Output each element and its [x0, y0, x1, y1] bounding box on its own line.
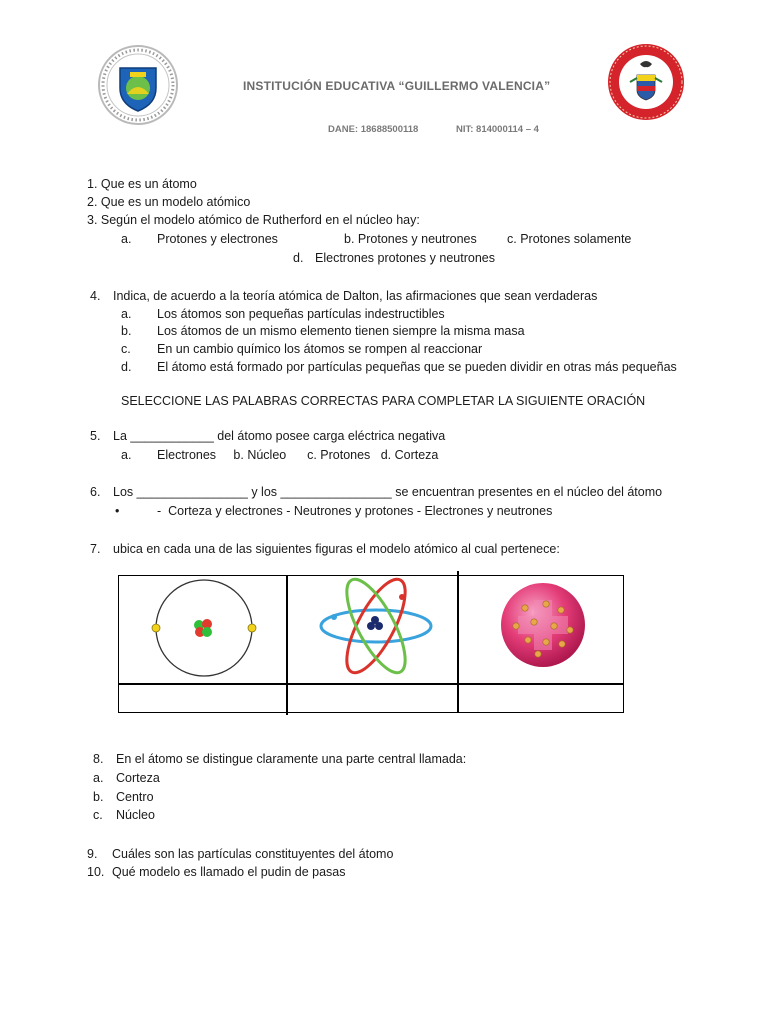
question-4-number: 4. [90, 289, 101, 303]
question-3: 3. Según el modelo atómico de Rutherford en el núcleo hay: [87, 213, 420, 227]
q8-option-marker: b. [93, 790, 104, 804]
question-7: ubica en cada una de las siguientes figuras el modelo atómico al cual pertenece: [113, 542, 560, 556]
question-10-number: 10. [87, 865, 105, 879]
q4-option-marker: c. [121, 342, 131, 356]
instruction-heading: SELECCIONE LAS PALABRAS CORRECTAS PARA COMPLETAR LA SIGUIENTE ORACIÓN [121, 394, 646, 408]
q4-option-text: Los átomos de un mismo elemento tienen siempre la misma masa [157, 324, 525, 338]
rutherford-atom-figure [316, 576, 436, 682]
question-7-number: 7. [90, 542, 101, 556]
q3-option-d: Electrones protones y neutrones [315, 251, 495, 265]
question-10: Qué modelo es llamado el pudin de pasas [112, 865, 346, 879]
table-row-divider [118, 683, 624, 685]
q8-option-text: Centro [116, 790, 154, 804]
question-9: Cuáles son las partículas constituyentes del átomo [112, 847, 394, 861]
q6-options: - Corteza y electrones - Neutrones y protones - Electrones y neutrones [157, 504, 553, 518]
q8-option-text: Corteza [116, 771, 160, 785]
question-8: En el átomo se distingue claramente una parte central llamada: [116, 752, 467, 766]
question-5-number: 5. [90, 429, 101, 443]
q3-option-a-marker: a. [121, 232, 132, 246]
q3-option-a: Protones y electrones [157, 232, 278, 246]
question-1: 1. Que es un átomo [87, 177, 197, 191]
q4-option-text: Los átomos son pequeñas partículas indestructibles [157, 307, 445, 321]
bohr-atom-figure [148, 577, 260, 681]
q8-option-text: Núcleo [116, 808, 155, 822]
q4-option-text: El átomo está formado por partículas pequeñas que se pueden dividir en otras más pequeñas [157, 360, 677, 374]
q6-bullet: • [115, 504, 120, 518]
nit-code: NIT: 814000114 – 4 [456, 124, 539, 135]
school-emblem-icon [97, 44, 179, 126]
colombia-seal-icon [606, 42, 686, 122]
q4-option-marker: d. [121, 360, 132, 374]
question-6: Los ________________ y los ________________ se encuentran presentes en el núcleo del átomo [113, 485, 663, 499]
question-4: Indica, de acuerdo a la teoría atómica de Dalton, las afirmaciones que sean verdaderas [113, 289, 598, 303]
thomson-atom-figure [498, 580, 588, 670]
question-5: La ____________ del átomo posee carga eléctrica negativa [113, 429, 446, 443]
table-column-divider [286, 575, 288, 715]
question-8-number: 8. [93, 752, 104, 766]
q4-option-marker: b. [121, 324, 132, 338]
q8-option-marker: a. [93, 771, 104, 785]
question-9-number: 9. [87, 847, 98, 861]
q4-option-text: En un cambio químico los átomos se rompen al reaccionar [157, 342, 483, 356]
q3-option-d-marker: d. [293, 251, 304, 265]
q3-option-b: b. Protones y neutrones [344, 232, 477, 246]
q5-option-a-marker: a. [121, 448, 132, 462]
q8-option-marker: c. [93, 808, 103, 822]
q4-option-marker: a. [121, 307, 132, 321]
q5-options: Electrones b. Núcleo c. Protones d. Corteza [157, 448, 439, 462]
school-name: INSTITUCIÓN EDUCATIVA “GUILLERMO VALENCIA” [243, 79, 551, 93]
dane-code: DANE: 18688500118 [328, 124, 419, 135]
q3-option-c: c. Protones solamente [507, 232, 632, 246]
question-6-number: 6. [90, 485, 101, 499]
table-column-divider [457, 571, 459, 713]
question-2: 2. Que es un modelo atómico [87, 195, 251, 209]
